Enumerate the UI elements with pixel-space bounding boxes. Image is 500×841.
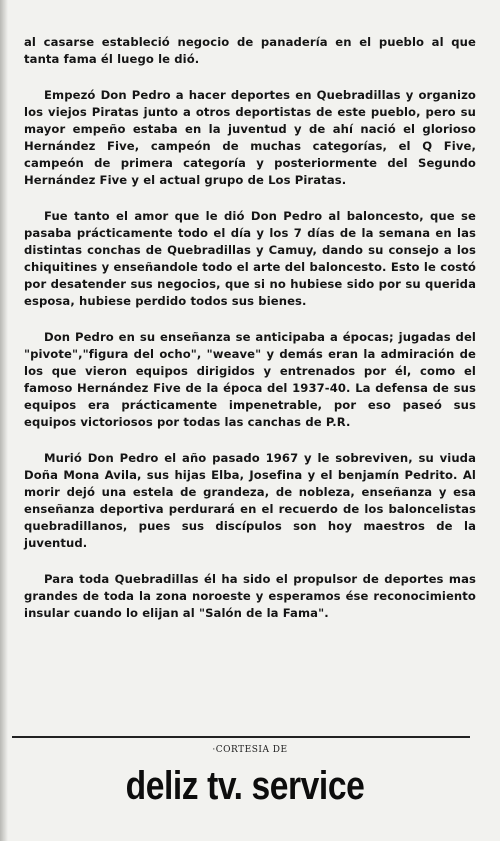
sponsor-name: deliz tv. service bbox=[125, 764, 365, 808]
paragraph-2: Empezó Don Pedro a hacer deportes en Quebradillas y organizo los viejos Piratas junto a otros deportistas de este pueblo, pero su mayor empeño estaba en la juventud y de ahí nació el glorioso Hernández Five, campeón de muchas categorías, el Q Five, campeón de primera categoría y posteriormente del Segundo Hernández Five y el actual grupo de Los Piratas. bbox=[24, 88, 476, 187]
paragraph-1: al casarse estableció negocio de panadería en el pueblo al que tanta fama él luego le dió. bbox=[24, 35, 476, 66]
paragraph-5: Murió Don Pedro el año pasado 1967 y le sobreviven, su viuda Doña Mona Avila, sus hijas Elba, Josefina y el benjamín Pedrito. Al morir dejó una estela de grandeza, de nobleza, enseñanza y esa enseñanza deportiva perdurará en el recuerdo de los baloncelistas quebradillanos, pues sus discípulos son hoy maestros de la juventud. bbox=[24, 451, 476, 550]
footer-divider bbox=[12, 736, 470, 738]
scan-edge-shadow bbox=[0, 0, 8, 841]
paragraph-6: Para toda Quebradillas él ha sido el propulsor de deportes mas grandes de toda la zona noroeste y esperamos ése reconocimiento insular cuando lo elijan al "Salón de la Fama". bbox=[24, 572, 476, 620]
paragraph-3: Fue tanto el amor que le dió Don Pedro al baloncesto, que se pasaba prácticamente todo el día y los 7 días de la semana en las distintas conchas de Quebradillas y Camuy, dando su consejo a los chiquitines y enseñandole todo el arte del baloncesto. Esto le costó por desatender sus negocios, que si no hubiese sido por su querida esposa, hubiese perdido todos sus bienes. bbox=[24, 209, 476, 308]
paragraph-4: Don Pedro en su enseñanza se anticipaba a épocas; jugadas del "pivote","figura del ocho", "weave" y demás eran la admiración de los que vieron equipos dirigidos y entrenados por él, como el famoso Hernández Five de la época del 1937-40. La defensa de sus equipos era prácticamente impenetrable, por eso paseó sus equipos victoriosos por todas las canchas de P.R. bbox=[24, 330, 476, 429]
article-body bbox=[24, 34, 476, 641]
courtesy-label: ·CORTESIA DE bbox=[212, 745, 288, 755]
